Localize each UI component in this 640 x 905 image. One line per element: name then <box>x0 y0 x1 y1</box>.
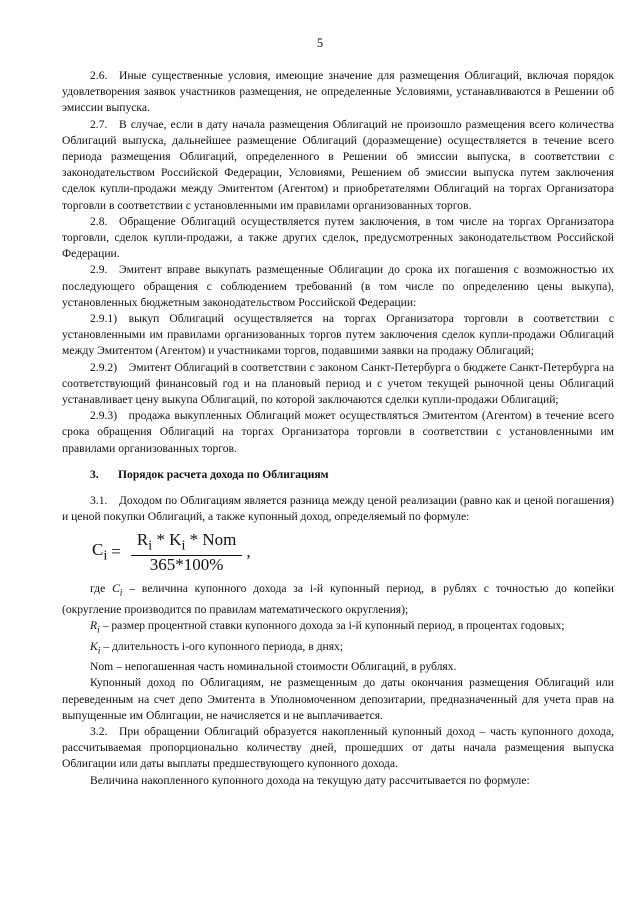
formula-trailing-comma: , <box>246 542 251 562</box>
definition-ci: где $C_i$ – величина купонного дохода за i-й купонный период, в рублях с точностью до копейки (округление производится по правилам математического округления); <box>62 582 614 616</box>
definition-ri: $R_i$ – размер процентной ставки купонного дохода за i-й купонный период, в процентах годовых; <box>90 619 565 636</box>
paragraph-2-6: 2.6. Иные существенные условия, имеющие значение для размещения Облигаций, включая порядок удовлетворения заявок участников размещения, не определенные Условиями, устанавливаются в Решении об эмиссии выпуска. <box>62 69 614 115</box>
paragraph-3-2: 3.2. При обращении Облигаций образуется накопленный купонный доход – часть купонного дохода, рассчитываемая пропорционально количеству дней, прошедших от даты начала размещения выпуска Облигации или даты выплаты предшествующего купонного дохода. <box>62 725 614 771</box>
paragraph-2-9-1: 2.9.1) выкуп Облигаций осуществляется на торгах Организатора торговли в соответствии с установленными им правилами организованных торгов путем заключения сделок купли-продажи Облигаций между Эмитентом (Агентом) и участниками торгов, подавшими заявки на продажу Облигаций; <box>62 312 614 358</box>
section-number: 3. <box>90 467 99 481</box>
paragraph-3-1: 3.1. Доходом по Облигациям является разница между ценой реализации (равно как и ценой погашения) и ценой покупки Облигаций, а также купонный доход, определяемый по формуле: <box>62 494 614 524</box>
formula-fraction <box>131 532 243 573</box>
paragraph-2-9-3: 2.9.3) продажа выкупленных Облигаций может осуществляться Эмитентом (Агентом) в течение всего срока обращения Облигаций на торгах Организатора торговли в соответствии с установленными им правилами организованных торгов. <box>62 409 614 455</box>
paragraph-coupon-not-accrued: Купонный доход по Облигациям, не размещенным до даты окончания размещения Облигаций или переведенным на счет депо Эмитента в Уполномоченном депозитарии, предназначенный для учета прав на выпущенные им Облигации, не начисляется и не выплачивается. <box>62 676 614 722</box>
paragraph-2-7: 2.7. В случае, если в дату начала размещения Облигаций не произошло размещения всего количества Облигаций выпуска, дальнейшее размещение Облигаций (доразмещение) осуществляется в течение всего периода размещения Облигаций, определенного в Решении об эмиссии выпуска, в соответствии с законодательством Российской Федерации, Условиями, Решением об эмиссии выпуска путем заключения сделок купли-продажи между Эмитентом (Агентом) и приобретателями Облигаций на торгах Организатора торговли в соответствии с установленными им правилами организованных торгов. <box>62 117 614 212</box>
coupon-formula <box>92 527 614 577</box>
formula-denominator: 365*100% <box>149 554 224 574</box>
page-number: 5 <box>316 36 324 50</box>
definition-nom: Nom – непогашенная часть номинальной стоимости Облигаций, в рублях. <box>90 660 457 674</box>
paragraph-2-8: 2.8. Обращение Облигаций осуществляется путем заключения, в том числе на торгах Организатора торговли, сделок купли-продажи, а также других сделок, предусмотренных законодательством Российской Федерации. <box>62 214 614 261</box>
section-heading <box>62 467 614 483</box>
paragraph-2-9-2: 2.9.2) Эмитент Облигаций в соответствии с законом Санкт-Петербурга о бюджете Санкт-Петербурга на соответствующий финансовый год и на плановый период и с учетом текущей рыночной цены Облигаций устанавливает цену выкупа Облигаций, по которой заключаются сделки купли-продажи Облигаций; <box>62 360 614 407</box>
paragraph-accrued-formula-intro: Величина накопленного купонного дохода на текущую дату рассчитывается по формуле: <box>90 773 530 787</box>
formula-numerator: $R_i * K_i$ * Nom <box>131 532 243 556</box>
section-title: Порядок расчета дохода по Облигациям <box>118 467 329 481</box>
formula-equals: = <box>111 542 121 562</box>
definition-ki: $K_i$ – длительность i-ого купонного периода, в днях; <box>90 639 344 657</box>
formula-lhs: $C_i$ <box>92 539 108 564</box>
document-body <box>62 68 614 789</box>
paragraph-2-9: 2.9. Эмитент вправе выкупать размещенные Облигации до срока их погашения с возможностью их последующего обращения с соблюдением требований (в том числе по определению цены выкупа), установленных бюджетным законодательством Российской Федерации: <box>62 263 614 309</box>
